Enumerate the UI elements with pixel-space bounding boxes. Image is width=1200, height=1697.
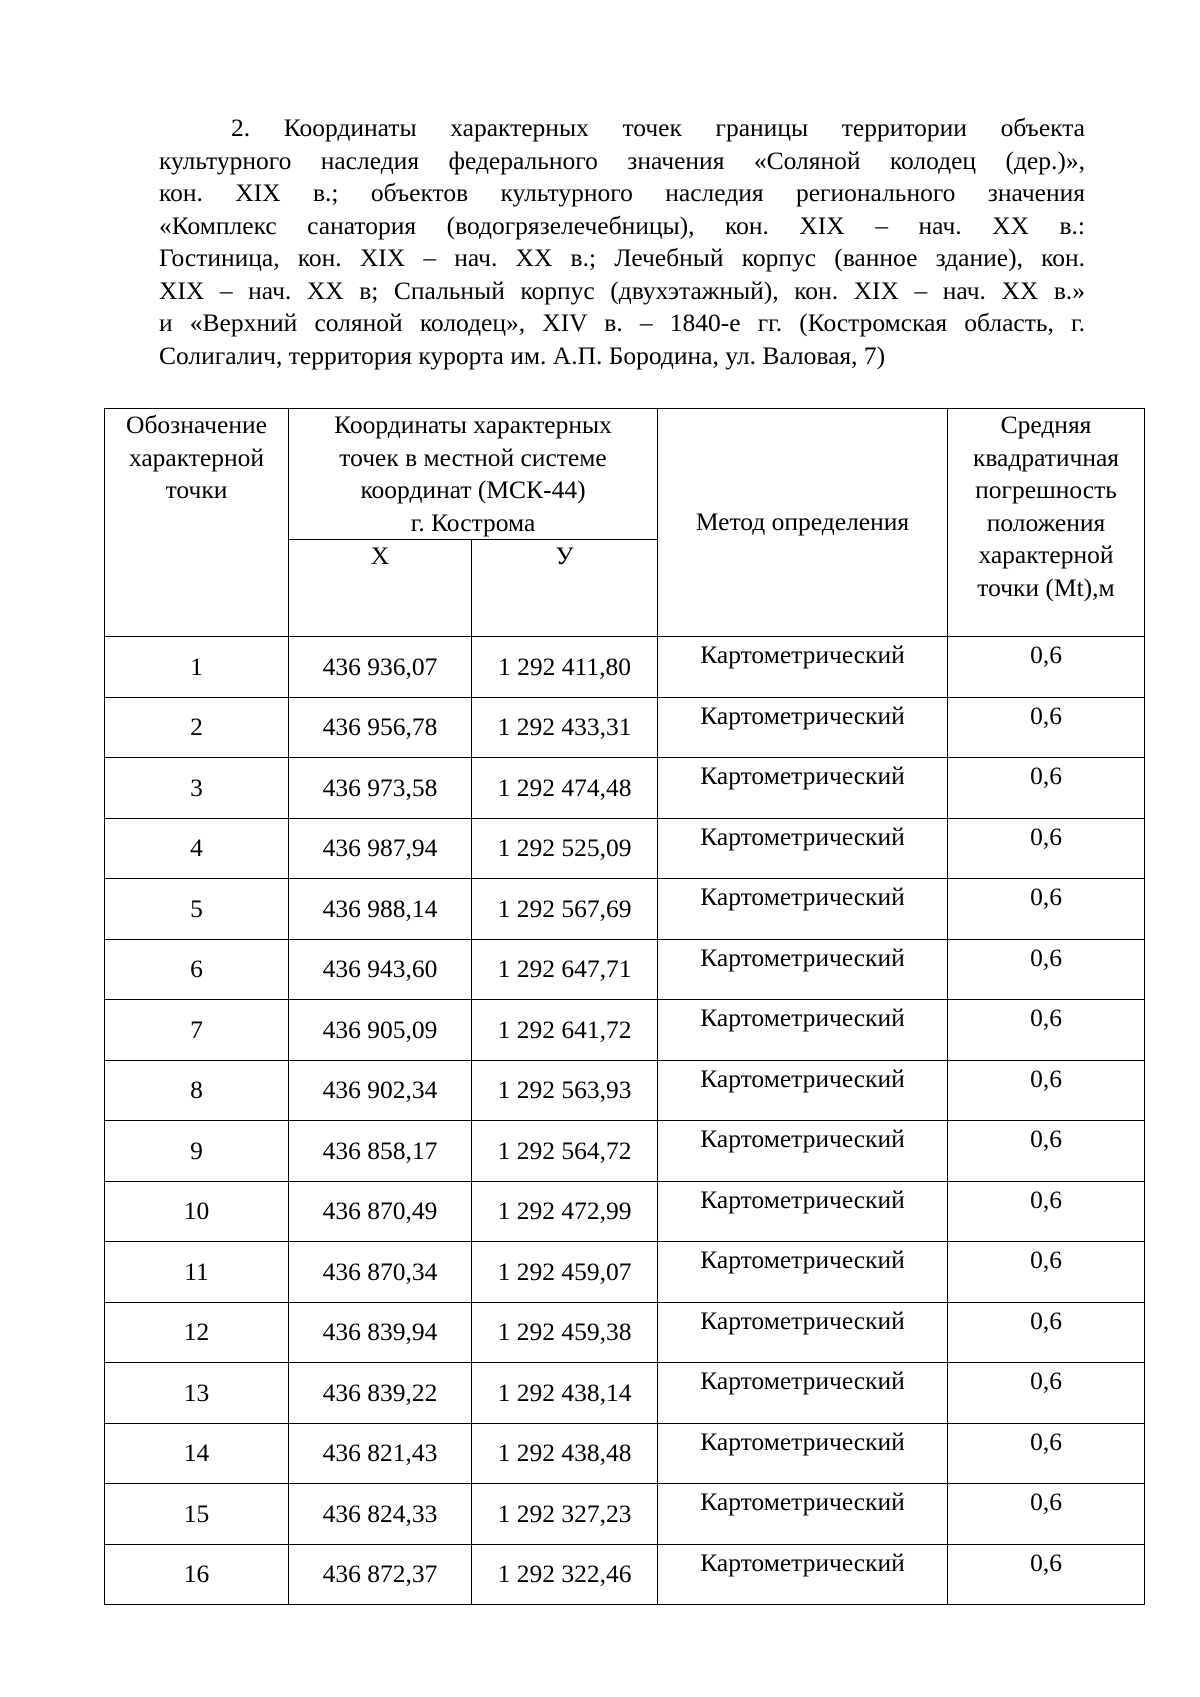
table-row [105, 758, 1145, 819]
heading-line: «Комплекс санатория (водогрязелечебницы), кон. XIX – нач. XX в.: [159, 210, 1085, 240]
cell-x: 436 905,09 [289, 1000, 472, 1061]
table-row [105, 697, 1145, 758]
cell-y: 1 292 525,09 [472, 818, 658, 879]
coordinates-table [104, 408, 1145, 1605]
cell-error: 0,6 [948, 879, 1145, 940]
cell-error: 0,6 [948, 1242, 1145, 1303]
cell-x: 436 870,49 [289, 1181, 472, 1242]
cell-y: 1 292 322,46 [472, 1544, 658, 1605]
header-error-line: точки (Mt),м [977, 572, 1115, 602]
cell-method: Картометрический [658, 758, 948, 819]
cell-method: Картометрический [658, 879, 948, 940]
header-x: Х [289, 540, 472, 637]
cell-method: Картометрический [658, 637, 948, 698]
cell-method: Картометрический [658, 939, 948, 1000]
cell-error: 0,6 [948, 1060, 1145, 1121]
cell-method: Картометрический [658, 818, 948, 879]
cell-x: 436 988,14 [289, 879, 472, 940]
heading-line: Солигалич, территория курорта им. А.П. Бородина, ул. Валовая, 7) [159, 340, 886, 370]
heading-line: кон. XIX в.; объектов культурного наследия регионального значения [159, 178, 1085, 207]
cell-error: 0,6 [948, 697, 1145, 758]
table-row [105, 1000, 1145, 1061]
cell-method: Картометрический [658, 1242, 948, 1303]
cell-x: 436 824,33 [289, 1484, 472, 1545]
cell-error: 0,6 [948, 1363, 1145, 1424]
table-row [105, 1302, 1145, 1363]
cell-y: 1 292 438,48 [472, 1423, 658, 1484]
table-row [105, 1544, 1145, 1605]
header-coords-line: г. Кострома [410, 507, 536, 537]
cell-x: 436 936,07 [289, 637, 472, 698]
cell-error: 0,6 [948, 1484, 1145, 1545]
cell-method: Картометрический [658, 1544, 948, 1605]
table-row [105, 818, 1145, 879]
cell-method: Картометрический [658, 1302, 948, 1363]
cell-error: 0,6 [948, 1423, 1145, 1484]
cell-error: 0,6 [948, 1121, 1145, 1182]
cell-y: 1 292 411,80 [472, 637, 658, 698]
header-error-line: квадратичная [972, 442, 1120, 472]
table-row [105, 637, 1145, 698]
cell-y: 1 292 647,71 [472, 939, 658, 1000]
header-coords-line: точек в местной системе [339, 442, 607, 472]
cell-point: 15 [105, 1484, 289, 1545]
table-row [105, 1363, 1145, 1424]
cell-point: 12 [105, 1302, 289, 1363]
cell-y: 1 292 474,48 [472, 758, 658, 819]
cell-y: 1 292 563,93 [472, 1060, 658, 1121]
cell-method: Картометрический [658, 697, 948, 758]
cell-point: 3 [105, 758, 289, 819]
header-error-line: Средняя [1000, 410, 1092, 439]
cell-method: Картометрический [658, 1121, 948, 1182]
cell-point: 2 [105, 697, 289, 758]
cell-error: 0,6 [948, 758, 1145, 819]
cell-x: 436 858,17 [289, 1121, 472, 1182]
cell-x: 436 902,34 [289, 1060, 472, 1121]
table-row [105, 1181, 1145, 1242]
cell-point: 7 [105, 1000, 289, 1061]
cell-method: Картометрический [658, 1181, 948, 1242]
cell-x: 436 872,37 [289, 1544, 472, 1605]
table-body [105, 637, 1145, 1605]
table-row [105, 1121, 1145, 1182]
cell-error: 0,6 [948, 939, 1145, 1000]
table-row [105, 1484, 1145, 1545]
cell-method: Картометрический [658, 1363, 948, 1424]
cell-point: 8 [105, 1060, 289, 1121]
cell-point: 9 [105, 1121, 289, 1182]
cell-point: 13 [105, 1363, 289, 1424]
cell-x: 436 839,22 [289, 1363, 472, 1424]
cell-method: Картометрический [658, 1060, 948, 1121]
cell-method: Картометрический [658, 1000, 948, 1061]
cell-error: 0,6 [948, 1544, 1145, 1605]
cell-y: 1 292 433,31 [472, 697, 658, 758]
cell-point: 11 [105, 1242, 289, 1303]
header-coordinates [289, 409, 658, 540]
header-error-line: положения [986, 507, 1106, 537]
cell-point: 4 [105, 818, 289, 879]
cell-y: 1 292 459,07 [472, 1242, 658, 1303]
heading-line: Гостиница, кон. XIX – нач. XX в.; Лечебный корпус (ванное здание), кон. [159, 243, 1085, 272]
cell-point: 16 [105, 1544, 289, 1605]
cell-y: 1 292 459,38 [472, 1302, 658, 1363]
cell-x: 436 987,94 [289, 818, 472, 879]
cell-method: Картометрический [658, 1484, 948, 1545]
cell-point: 5 [105, 879, 289, 940]
cell-x: 436 839,94 [289, 1302, 472, 1363]
cell-point: 1 [105, 637, 289, 698]
cell-x: 436 973,58 [289, 758, 472, 819]
heading-line: культурного наследия федерального значения «Соляной колодец (дер.)», [159, 145, 1085, 175]
header-point [105, 409, 289, 637]
header-y: У [472, 540, 658, 637]
cell-y: 1 292 564,72 [472, 1121, 658, 1182]
cell-x: 436 956,78 [289, 697, 472, 758]
cell-point: 10 [105, 1181, 289, 1242]
heading-line: XIX – нач. XX в; Спальный корпус (двухэтажный), кон. XIX – нач. XX в.» [159, 275, 1085, 305]
cell-point: 14 [105, 1423, 289, 1484]
heading-line: 2. Координаты характерных точек границы территории объекта [231, 113, 1085, 142]
cell-error: 0,6 [948, 818, 1145, 879]
cell-y: 1 292 438,14 [472, 1363, 658, 1424]
table-row [105, 1060, 1145, 1121]
cell-error: 0,6 [948, 1181, 1145, 1242]
table-row [105, 1423, 1145, 1484]
section-heading [159, 112, 1085, 372]
header-error-line: характерной [978, 540, 1114, 569]
heading-line: и «Верхний соляной колодец», XIV в. – 1840-е гг. (Костромская область, г. [159, 308, 1085, 337]
cell-error: 0,6 [948, 637, 1145, 698]
table-row [105, 1242, 1145, 1303]
header-point-line: точки [165, 475, 228, 504]
header-error [948, 409, 1145, 637]
cell-x: 436 870,34 [289, 1242, 472, 1303]
header-point-line: характерной [128, 442, 265, 472]
cell-y: 1 292 641,72 [472, 1000, 658, 1061]
table-row [105, 939, 1145, 1000]
header-coords-line: Координаты характерных [334, 410, 612, 439]
cell-method: Картометрический [658, 1423, 948, 1484]
table-row [105, 879, 1145, 940]
cell-y: 1 292 472,99 [472, 1181, 658, 1242]
cell-y: 1 292 567,69 [472, 879, 658, 940]
header-coords-line: координат (МСК-44) [360, 475, 586, 504]
header-error-line: погрешность [975, 475, 1117, 504]
cell-x: 436 943,60 [289, 939, 472, 1000]
cell-error: 0,6 [948, 1000, 1145, 1061]
cell-y: 1 292 327,23 [472, 1484, 658, 1545]
cell-x: 436 821,43 [289, 1423, 472, 1484]
cell-error: 0,6 [948, 1302, 1145, 1363]
cell-point: 6 [105, 939, 289, 1000]
header-point-line: Обозначение [126, 410, 267, 439]
header-method: Метод определения [658, 409, 948, 637]
